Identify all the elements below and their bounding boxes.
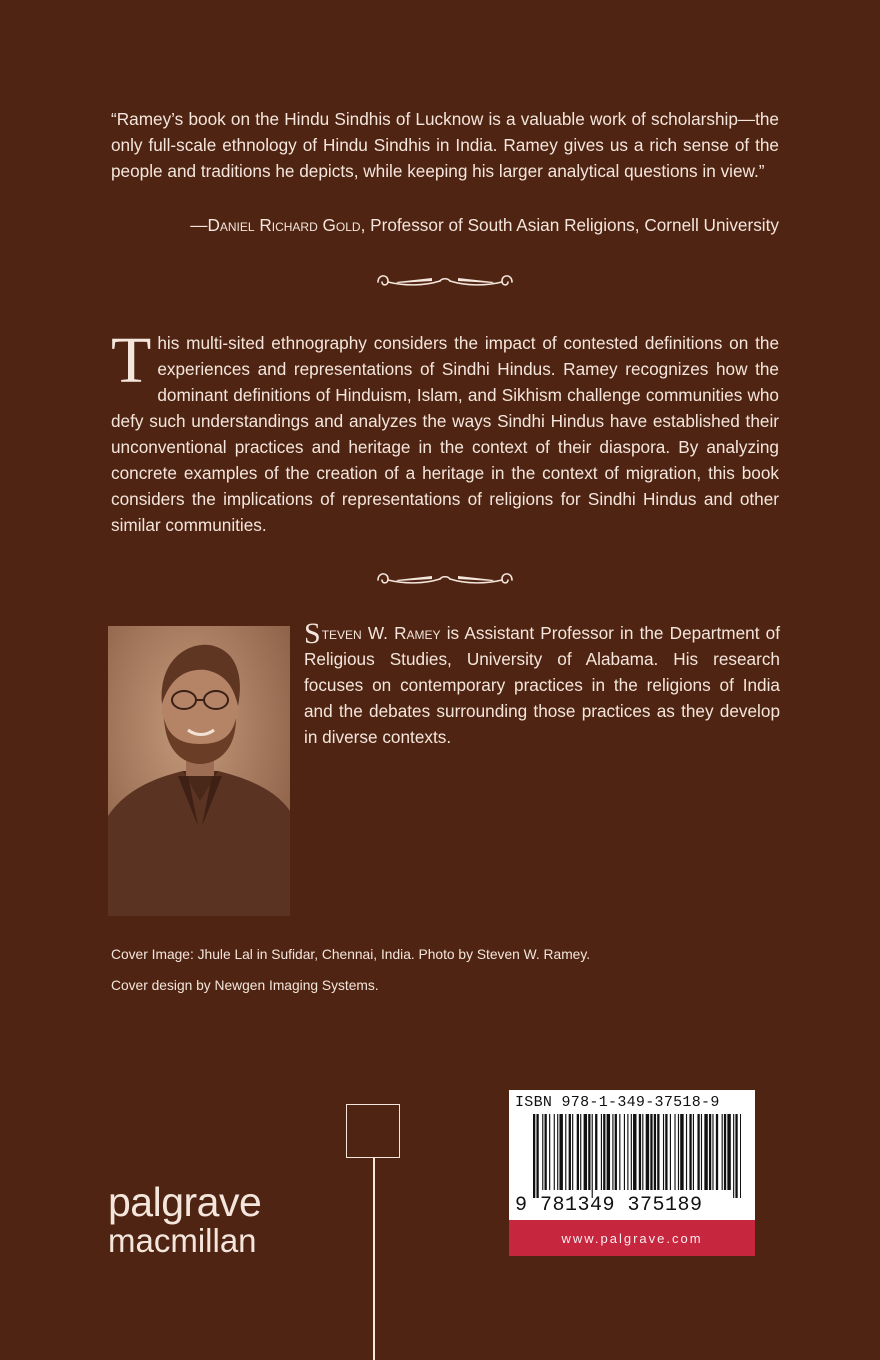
ean-digits: 9 781349 375189 <box>515 1194 703 1217</box>
barcode-bar <box>665 1114 667 1190</box>
book-description <box>111 324 779 538</box>
barcode-bar <box>631 1114 632 1190</box>
barcode-bar <box>633 1114 636 1190</box>
barcode-bar <box>740 1114 741 1198</box>
barcode-bar <box>693 1114 694 1190</box>
author-photo <box>108 626 290 916</box>
barcode-bar <box>607 1114 610 1190</box>
barcode-bars-icon <box>533 1114 741 1198</box>
publisher-website: www.palgrave.com <box>509 1220 755 1256</box>
endorsement-attribution <box>190 212 779 238</box>
author-portrait-icon <box>108 626 290 916</box>
barcode-bar <box>722 1114 723 1190</box>
attribution-dash: — <box>190 215 208 235</box>
barcode-bar <box>565 1114 566 1190</box>
barcode-bar <box>709 1114 711 1190</box>
barcode-bar <box>580 1114 581 1190</box>
barcode-bar <box>680 1114 683 1190</box>
barcode-bar <box>646 1114 649 1190</box>
publisher-logo-line2: macmillan <box>108 1222 257 1259</box>
flourish-ornament-icon <box>374 270 516 292</box>
barcode-bar <box>536 1114 538 1198</box>
barcode-bar <box>627 1114 628 1190</box>
barcode-bar <box>689 1114 691 1190</box>
author-bio <box>304 617 781 750</box>
barcode-bar <box>712 1114 713 1190</box>
author-name-cap: S <box>304 617 321 650</box>
publisher-logo-line1: palgrave <box>108 1179 262 1225</box>
publisher-mark-line <box>373 1158 375 1360</box>
barcode-bar <box>639 1114 641 1190</box>
barcode-bar <box>545 1114 547 1190</box>
barcode-bar <box>642 1114 643 1190</box>
barcode-bar <box>542 1114 543 1190</box>
barcode-bar <box>554 1114 555 1190</box>
barcode-bar <box>701 1114 702 1190</box>
isbn-label: ISBN 978-1-349-37518-9 <box>515 1094 720 1111</box>
flourish-ornament-icon <box>374 568 516 590</box>
author-name: teven W. Ramey <box>321 623 441 643</box>
barcode-bar <box>657 1114 659 1190</box>
barcode-bar <box>650 1114 652 1190</box>
barcode-bar <box>697 1114 699 1190</box>
barcode-bar <box>603 1114 605 1190</box>
barcode-bar <box>724 1114 726 1190</box>
barcode-bar <box>733 1114 734 1198</box>
barcode-bar <box>663 1114 664 1190</box>
barcode-bar <box>601 1114 602 1190</box>
barcode-bar <box>678 1114 679 1190</box>
barcode-bar <box>735 1114 737 1198</box>
barcode-bar <box>559 1114 562 1190</box>
barcode-bar <box>686 1114 687 1190</box>
barcode-bar <box>533 1114 535 1198</box>
publisher-logo <box>108 1180 261 1258</box>
author-bio-text: is Assistant Professor in the Department of Religious Studies, University of Alabama. His research focuses on contemporary practices in the religions of India and the debates surrounding those practices as they develop in diverse contexts. <box>304 623 781 747</box>
barcode-bar <box>584 1114 587 1190</box>
publisher-mark-box <box>346 1104 400 1158</box>
barcode-bar <box>619 1114 620 1190</box>
barcode-bar <box>595 1114 597 1190</box>
barcode-bar <box>577 1114 579 1190</box>
barcode-bar <box>612 1114 613 1190</box>
barcode-bar <box>704 1114 707 1190</box>
barcode-bar <box>624 1114 625 1190</box>
quote-text: “Ramey’s book on the Hindu Sindhis of Lucknow is a valuable work of scholarship—the only full-scale ethnology of Hindu Sindhis in India. Ramey gives us a rich sense of the people and traditions he depicts, while keeping his larger analytical questions in view.” <box>111 109 779 181</box>
barcode-bar <box>557 1114 558 1190</box>
barcode-bar <box>727 1114 730 1190</box>
cover-image-credit: Cover Image: Jhule Lal in Sufidar, Chennai, India. Photo by Steven W. Ramey. <box>111 947 591 962</box>
attribution-name: Daniel Richard Gold <box>207 215 361 235</box>
barcode-bar <box>572 1114 573 1190</box>
barcode-bar <box>716 1114 718 1190</box>
barcode-bar <box>670 1114 671 1190</box>
barcode-bar <box>654 1114 656 1190</box>
barcode-bar <box>674 1114 675 1190</box>
description-dropcap: T <box>111 324 152 397</box>
isbn-barcode <box>509 1090 755 1256</box>
endorsement-quote <box>111 106 779 184</box>
barcode-bar <box>569 1114 571 1190</box>
cover-design-credit: Cover design by Newgen Imaging Systems. <box>111 978 379 993</box>
barcode-bar <box>615 1114 617 1190</box>
barcode-bar <box>592 1114 593 1198</box>
barcode-bar <box>549 1114 550 1190</box>
attribution-title: , Professor of South Asian Religions, Cornell University <box>360 215 779 235</box>
barcode-bar <box>588 1114 590 1190</box>
description-text: his multi-sited ethnography considers the impact of contested definitions on the experiences and representations of Sindhi Hindus. Ramey recognizes how the dominant definitions of Hinduism, Islam, and Sikhism challenge communities who defy such understandings and analyzes the ways Sindhi Hindus have established their unconventional practices and heritage in the context of their diaspora. By analyzing concrete examples of the creation of a heritage in the context of migration, this book considers the implications of representations of religions for Sindhi Hindus and other similar communities. <box>111 333 779 535</box>
